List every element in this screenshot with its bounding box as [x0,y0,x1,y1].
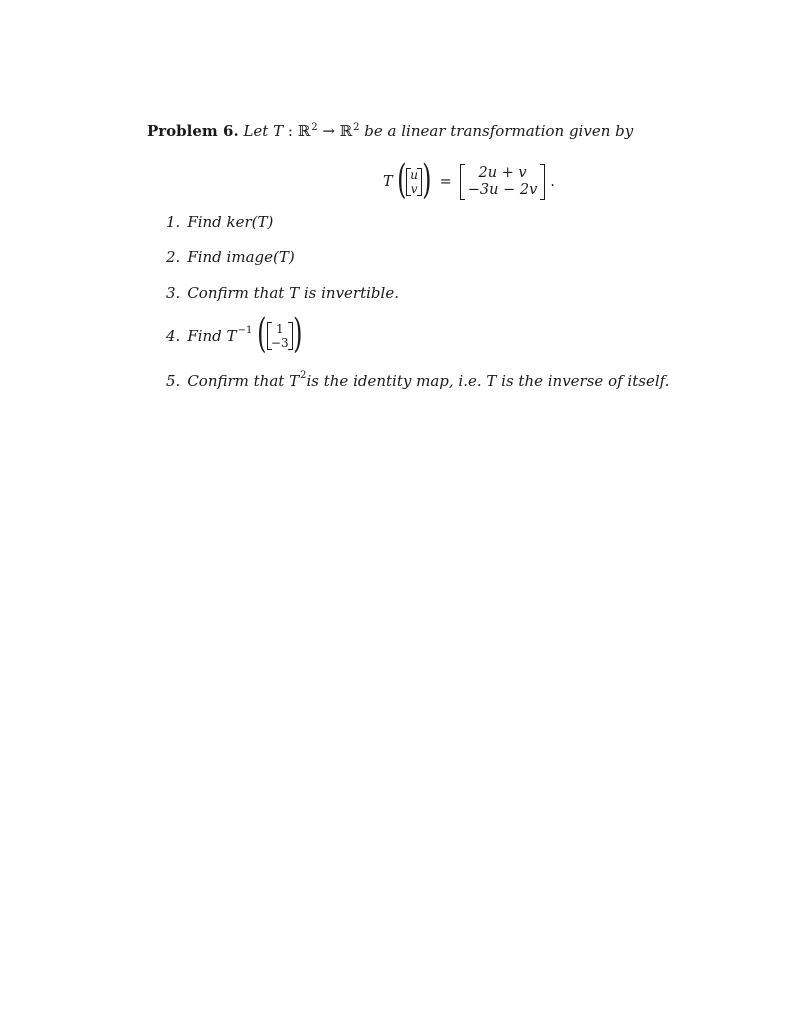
argument-vector [267,322,293,351]
item-text: Find image(T) [187,248,295,266]
domain-symbol: ℝ [297,122,311,140]
square-exponent: 2 [300,369,307,381]
equation-period: . [550,174,555,190]
input-vector-entry: u [410,167,419,182]
problem-statement [147,122,633,140]
list-item [166,213,273,231]
equation-lhs-symbol: T [383,174,393,190]
problem-tail: be a linear transformation given by [359,122,634,140]
map-symbol: T [273,122,284,140]
list-item [166,248,295,266]
item-text: Confirm that T [187,372,300,390]
item-number: 3. [166,284,181,302]
colon: : [283,122,298,140]
item-text: Confirm that T is invertible. [187,284,399,302]
problem-intro: Let [243,122,269,140]
input-vector-entry: v [410,182,418,196]
transformation-equation [383,157,555,204]
item-number: 4. [166,327,181,345]
item-number: 2. [166,248,181,266]
inverse-exponent: −1 [237,324,253,336]
equals-sign: = [439,174,452,190]
list-item [166,369,670,390]
item-number: 1. [166,213,181,231]
list-item [166,311,303,357]
item-text: Find ker(T) [187,213,274,231]
item-text: Find T [187,327,237,345]
output-vector-entry: −3u − 2v [467,182,538,198]
right-paren: ) [292,311,303,357]
list-item [166,284,399,302]
item-number: 5. [166,372,181,390]
item-text: is the identity map, i.e. T is the inverse of itself. [306,372,670,390]
left-paren: ( [257,311,267,357]
argument-vector-entry: −3 [270,336,289,350]
problem-label: Problem 6. [147,122,239,140]
arrow: → [317,122,340,140]
codomain-exponent: 2 [353,122,360,133]
input-vector [406,168,422,197]
output-vector-entry: 2u + v [478,164,527,181]
output-vector [460,164,546,201]
argument-vector-entry: 1 [275,321,284,336]
left-paren: ( [396,157,407,203]
domain-exponent: 2 [311,122,318,133]
right-paren: ) [422,157,432,203]
codomain-symbol: ℝ [339,122,353,140]
